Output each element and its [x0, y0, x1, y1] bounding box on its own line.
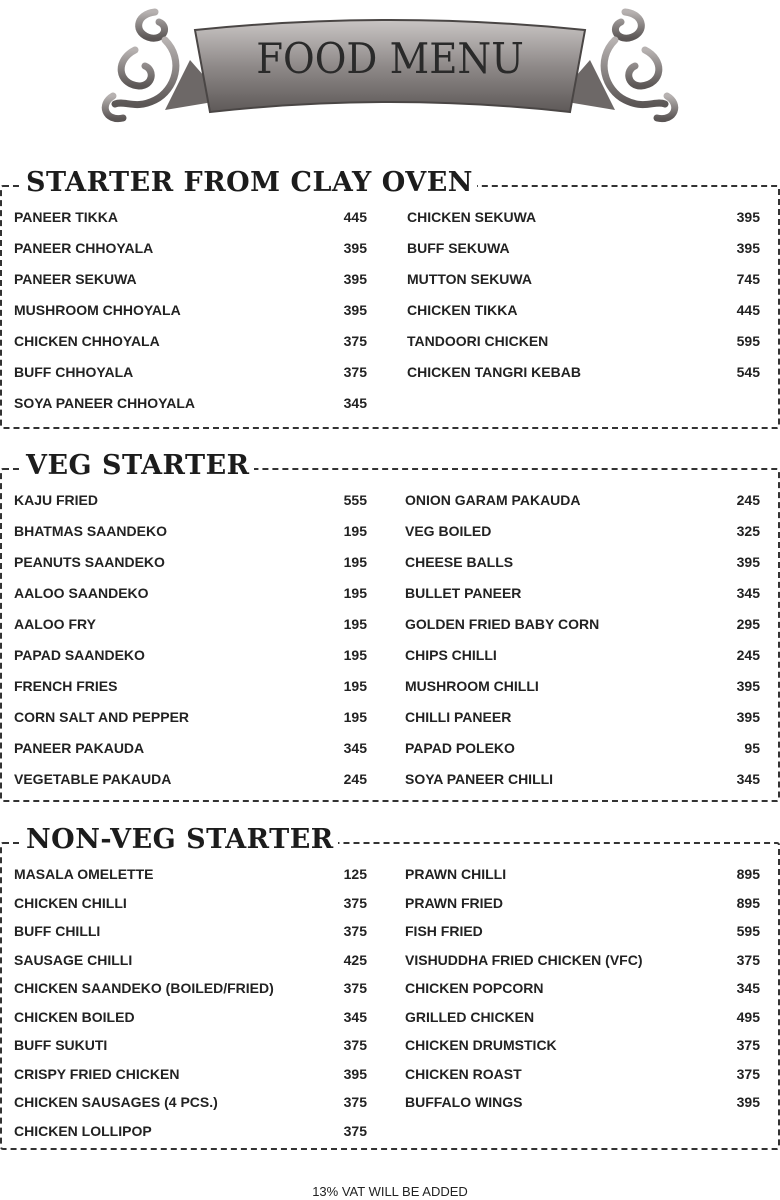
menu-item	[407, 209, 760, 229]
item-name: TANDOORI CHICKEN	[407, 333, 549, 349]
menu-item	[407, 364, 760, 384]
item-price: 195	[343, 554, 367, 570]
menu-item	[14, 1037, 367, 1057]
item-price: 345	[343, 395, 367, 411]
section-title: VEG STARTER	[22, 448, 254, 484]
item-name: CRISPY FRIED CHICKEN	[14, 1065, 180, 1082]
menu-item	[405, 678, 760, 698]
item-price: 125	[343, 866, 367, 882]
section-title: STARTER FROM CLAY OVEN	[22, 165, 477, 201]
item-name: CHEESE BALLS	[405, 554, 514, 570]
item-name: BULLET PANEER	[405, 585, 522, 601]
item-name: BUFF CHHOYALA	[14, 364, 134, 380]
item-name: BUFFALO WINGS	[405, 1094, 523, 1110]
item-name: CHICKEN CHILLI	[14, 894, 127, 911]
menu-item	[14, 616, 367, 636]
item-name: PRAWN CHILLI	[405, 866, 507, 882]
menu-item	[14, 866, 367, 886]
item-price: 495	[736, 1008, 760, 1025]
item-name: CHICKEN SEKUWA	[407, 209, 537, 225]
menu-item	[407, 302, 760, 322]
item-price: 375	[343, 1094, 367, 1110]
section-clay-oven	[0, 167, 780, 429]
item-price: 295	[736, 616, 760, 632]
menu-item	[405, 1066, 760, 1086]
menu-item	[14, 240, 367, 260]
item-price: 395	[343, 271, 367, 287]
item-name: PANEER SEKUWA	[14, 271, 137, 287]
menu-item	[405, 980, 760, 1000]
item-price: 375	[343, 1122, 367, 1139]
item-name: SAUSAGE CHILLI	[14, 951, 133, 968]
menu-item	[14, 492, 367, 512]
item-price: 375	[736, 951, 760, 968]
item-price: 395	[736, 709, 760, 725]
item-price: 395	[343, 1065, 367, 1082]
item-price: 195	[343, 678, 367, 694]
item-name: CHICKEN ROAST	[405, 1065, 522, 1082]
menu-item	[405, 554, 760, 574]
menu-item	[14, 554, 367, 574]
menu-item	[405, 647, 760, 667]
menu-item	[407, 271, 760, 291]
vat-note: 13% VAT WILL BE ADDED	[312, 1184, 468, 1199]
item-price: 195	[343, 647, 367, 663]
menu-item	[405, 492, 760, 512]
item-price: 595	[736, 923, 760, 939]
section-veg-starter	[0, 450, 780, 802]
item-name: VEGETABLE PAKAUDA	[14, 771, 172, 787]
item-name: GRILLED CHICKEN	[405, 1008, 535, 1025]
item-price: 195	[343, 523, 367, 539]
item-name: PAPAD SAANDEKO	[14, 647, 145, 663]
item-price: 195	[343, 709, 367, 725]
item-price: 395	[736, 554, 760, 570]
menu-item	[14, 209, 367, 229]
menu-item	[14, 271, 367, 291]
menu-item	[14, 895, 367, 915]
menu-item	[14, 952, 367, 972]
menu-item	[14, 1066, 367, 1086]
menu-item	[14, 709, 367, 729]
item-price: 395	[343, 302, 367, 318]
item-name: ONION GARAM PAKAUDA	[405, 492, 581, 508]
item-name: CHICKEN TANGRI KEBAB	[407, 364, 581, 380]
item-price: 195	[343, 585, 367, 601]
menu-item	[14, 771, 367, 791]
item-price: 595	[736, 333, 760, 349]
item-price: 375	[343, 980, 367, 996]
item-name: CHIPS CHILLI	[405, 647, 497, 663]
menu-item	[407, 333, 760, 353]
menu-item	[14, 395, 367, 415]
item-name: CHILLI PANEER	[405, 709, 512, 725]
item-price: 375	[343, 894, 367, 911]
menu-item	[14, 740, 367, 760]
item-price: 445	[343, 209, 367, 225]
item-price: 375	[736, 1065, 760, 1082]
menu-item	[14, 647, 367, 667]
item-price: 555	[343, 492, 367, 508]
item-price: 345	[736, 771, 760, 787]
item-price: 345	[736, 980, 760, 996]
item-name: VEG BOILED	[405, 523, 492, 539]
item-name: BUFF CHILLI	[14, 923, 101, 939]
item-price: 895	[736, 894, 760, 911]
section-non-veg-starter	[0, 824, 780, 1150]
item-price: 325	[736, 523, 760, 539]
item-price: 375	[736, 1037, 760, 1053]
menu-item	[405, 1037, 760, 1057]
item-name: PEANUTS SAANDEKO	[14, 554, 165, 570]
item-name: PANEER PAKAUDA	[14, 740, 145, 756]
item-name: CHICKEN BOILED	[14, 1008, 135, 1025]
menu-item	[14, 585, 367, 605]
menu-item	[14, 980, 367, 1000]
item-price: 375	[343, 333, 367, 349]
item-name: CHICKEN SAANDEKO (BOILED/FRIED)	[14, 980, 274, 996]
item-name: FRENCH FRIES	[14, 678, 118, 694]
section-title: NON-VEG STARTER	[22, 822, 338, 858]
menu-item	[405, 1009, 760, 1029]
menu-item	[14, 1094, 367, 1114]
item-price: 425	[343, 951, 367, 968]
item-price: 395	[736, 240, 760, 256]
item-name: MASALA OMELETTE	[14, 866, 154, 882]
item-name: MUSHROOM CHHOYALA	[14, 302, 181, 318]
menu-item	[405, 616, 760, 636]
item-name: VISHUDDHA FRIED CHICKEN (VFC)	[405, 951, 643, 968]
item-price: 395	[343, 240, 367, 256]
item-name: BUFF SUKUTI	[14, 1037, 108, 1053]
item-price: 195	[343, 616, 367, 632]
item-name: CHICKEN CHHOYALA	[14, 333, 160, 349]
menu-item	[407, 240, 760, 260]
item-name: CHICKEN LOLLIPOP	[14, 1122, 152, 1139]
menu-item	[405, 1094, 760, 1114]
item-price: 375	[343, 364, 367, 380]
item-name: SOYA PANEER CHILLI	[405, 771, 554, 787]
menu-item	[405, 585, 760, 605]
menu-item	[14, 523, 367, 543]
menu-item	[405, 952, 760, 972]
item-price: 245	[343, 771, 367, 787]
menu-item	[405, 895, 760, 915]
item-price: 895	[736, 866, 760, 882]
menu-item	[405, 523, 760, 543]
item-name: AALOO SAANDEKO	[14, 585, 149, 601]
menu-item	[14, 923, 367, 943]
item-name: CHICKEN SAUSAGES (4 PCS.)	[14, 1094, 218, 1110]
menu-item	[14, 1123, 367, 1143]
menu-item	[14, 333, 367, 353]
item-name: BUFF SEKUWA	[407, 240, 510, 256]
menu-item	[405, 923, 760, 943]
item-name: PAPAD POLEKO	[405, 740, 515, 756]
item-name: CHICKEN DRUMSTICK	[405, 1037, 557, 1053]
menu-item	[14, 302, 367, 322]
item-name: GOLDEN FRIED BABY CORN	[405, 616, 600, 632]
item-price: 545	[736, 364, 760, 380]
menu-item	[405, 771, 760, 791]
item-name: PRAWN FRIED	[405, 894, 503, 911]
item-name: CORN SALT AND PEPPER	[14, 709, 190, 725]
item-price: 345	[736, 585, 760, 601]
menu-item	[405, 740, 760, 760]
item-price: 445	[736, 302, 760, 318]
item-name: PANEER TIKKA	[14, 209, 118, 225]
item-price: 395	[736, 678, 760, 694]
item-price: 375	[343, 923, 367, 939]
item-name: SOYA PANEER CHHOYALA	[14, 395, 196, 411]
menu-item	[14, 678, 367, 698]
item-name: KAJU FRIED	[14, 492, 99, 508]
item-name: CHICKEN TIKKA	[407, 302, 518, 318]
item-price: 245	[736, 647, 760, 663]
menu-item	[14, 364, 367, 384]
item-name: BHATMAS SAANDEKO	[14, 523, 167, 539]
item-name: FISH FRIED	[405, 923, 483, 939]
item-price: 345	[343, 1008, 367, 1025]
header-banner	[95, 0, 685, 130]
menu-item	[14, 1009, 367, 1029]
item-price: 395	[736, 1094, 760, 1110]
item-name: PANEER CHHOYALA	[14, 240, 154, 256]
item-price: 745	[736, 271, 760, 287]
item-price: 345	[343, 740, 367, 756]
item-name: MUTTON SEKUWA	[407, 271, 532, 287]
item-name: MUSHROOM CHILLI	[405, 678, 539, 694]
item-name: CHICKEN POPCORN	[405, 980, 544, 996]
menu-item	[405, 866, 760, 886]
item-price: 95	[744, 740, 760, 756]
menu-item	[405, 709, 760, 729]
item-name: AALOO FRY	[14, 616, 96, 632]
menu-title: FOOD MENU	[256, 34, 524, 83]
item-price: 245	[736, 492, 760, 508]
item-price: 395	[736, 209, 760, 225]
item-price: 375	[343, 1037, 367, 1053]
